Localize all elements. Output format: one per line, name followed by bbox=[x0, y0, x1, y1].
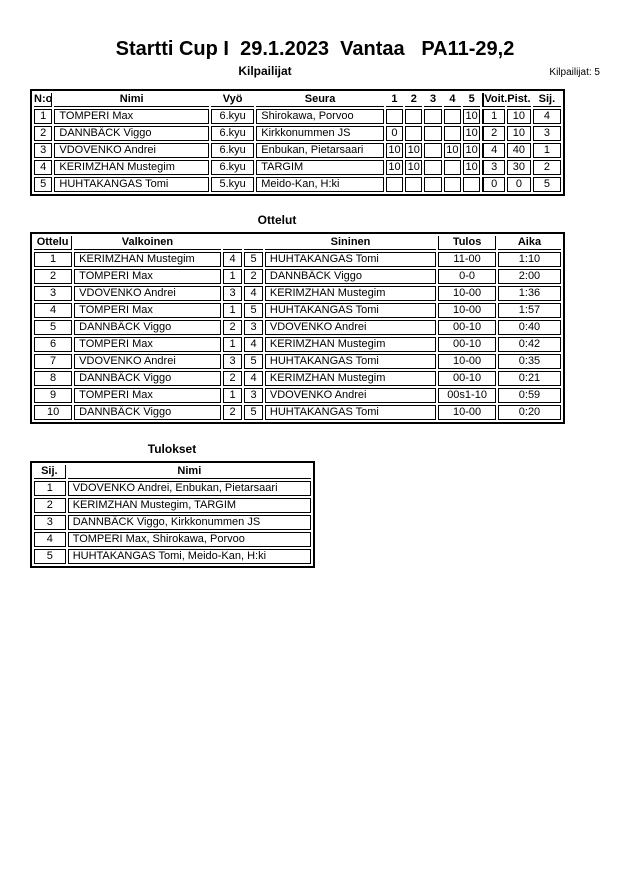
cell-sij: 2 bbox=[533, 160, 561, 175]
table-row bbox=[34, 269, 561, 284]
col-header-white-number bbox=[223, 236, 243, 250]
cell-sij: 3 bbox=[34, 515, 66, 530]
cell-aika: 0:42 bbox=[498, 337, 561, 352]
cell-r3 bbox=[424, 109, 441, 124]
table-row bbox=[34, 286, 561, 301]
cell-pist: 0 bbox=[507, 177, 531, 192]
cell-vyo: 6.kyu bbox=[211, 143, 254, 158]
cell-r5 bbox=[463, 177, 480, 192]
cell-r4 bbox=[444, 177, 461, 192]
cell-nimi: TOMPERI Max, Shirokawa, Porvoo bbox=[68, 532, 311, 547]
col-header-nimi: Nimi bbox=[54, 93, 209, 107]
cell-aika: 0:20 bbox=[498, 405, 561, 420]
results-header-row bbox=[34, 465, 311, 479]
col-header-sij: Sij. bbox=[34, 465, 66, 479]
cell-sininen: HUHTAKANGAS Tomi bbox=[265, 405, 436, 420]
cell-blue-number: 5 bbox=[244, 252, 263, 267]
table-row bbox=[34, 515, 311, 530]
cell-r4 bbox=[444, 126, 461, 141]
cell-nimi: DANNBÄCK Viggo bbox=[54, 126, 209, 141]
table-row bbox=[34, 405, 561, 420]
cell-voit: 2 bbox=[482, 126, 505, 141]
cell-sininen: HUHTAKANGAS Tomi bbox=[265, 354, 436, 369]
cell-ottelu: 4 bbox=[34, 303, 72, 318]
table-row bbox=[34, 498, 311, 513]
col-header-vyo: Vyö bbox=[211, 93, 254, 107]
cell-tulos: 10-00 bbox=[438, 405, 496, 420]
cell-ottelu: 7 bbox=[34, 354, 72, 369]
cell-ottelu: 6 bbox=[34, 337, 72, 352]
cell-aika: 1:36 bbox=[498, 286, 561, 301]
cell-r3 bbox=[424, 177, 441, 192]
cell-valkoinen: TOMPERI Max bbox=[74, 388, 221, 403]
cell-r1 bbox=[386, 177, 403, 192]
cell-vyo: 6.kyu bbox=[211, 109, 254, 124]
cell-voit: 0 bbox=[482, 177, 505, 192]
cell-r5: 10 bbox=[463, 160, 480, 175]
table-row bbox=[34, 160, 561, 175]
col-header-r2: 2 bbox=[405, 93, 422, 107]
table-row bbox=[34, 126, 561, 141]
cell-blue-number: 5 bbox=[244, 303, 263, 318]
cell-ottelu: 10 bbox=[34, 405, 72, 420]
cell-sininen: HUHTAKANGAS Tomi bbox=[265, 252, 436, 267]
cell-white-number: 3 bbox=[223, 286, 243, 301]
cell-nimi: KERIMZHAN Mustegim, TARGIM bbox=[68, 498, 311, 513]
cell-sij: 5 bbox=[533, 177, 561, 192]
cell-no: 1 bbox=[34, 109, 52, 124]
cell-aika: 0:40 bbox=[498, 320, 561, 335]
cell-r2 bbox=[405, 177, 422, 192]
cell-ottelu: 5 bbox=[34, 320, 72, 335]
cell-r2 bbox=[405, 109, 422, 124]
cell-valkoinen: DANNBÄCK Viggo bbox=[74, 320, 221, 335]
cell-sininen: VDOVENKO Andrei bbox=[265, 320, 436, 335]
col-header-sij: Sij. bbox=[533, 93, 561, 107]
competitor-count: Kilpailijat: 5 bbox=[549, 67, 600, 78]
cell-r5: 10 bbox=[463, 126, 480, 141]
table-row bbox=[34, 143, 561, 158]
cell-blue-number: 5 bbox=[244, 354, 263, 369]
col-header-voit: Voit. bbox=[484, 93, 508, 105]
cell-r5: 10 bbox=[463, 143, 480, 158]
cell-r3 bbox=[424, 126, 441, 141]
cell-tulos: 00-10 bbox=[438, 320, 496, 335]
cell-nimi: KERIMZHAN Mustegim bbox=[54, 160, 209, 175]
cell-sij: 5 bbox=[34, 549, 66, 564]
cell-tulos: 10-00 bbox=[438, 354, 496, 369]
cell-valkoinen: DANNBÄCK Viggo bbox=[74, 371, 221, 386]
cell-pist: 10 bbox=[507, 126, 531, 141]
cell-voit: 1 bbox=[482, 109, 505, 124]
cell-vyo: 6.kyu bbox=[211, 126, 254, 141]
cell-r4 bbox=[444, 109, 461, 124]
cell-white-number: 4 bbox=[223, 252, 243, 267]
cell-ottelu: 3 bbox=[34, 286, 72, 301]
col-header-r1: 1 bbox=[386, 93, 403, 107]
cell-r4: 10 bbox=[444, 143, 461, 158]
cell-aika: 0:21 bbox=[498, 371, 561, 386]
table-row bbox=[34, 532, 311, 547]
cell-tulos: 00-10 bbox=[438, 371, 496, 386]
matches-header-row bbox=[34, 236, 561, 250]
cell-sininen: KERIMZHAN Mustegim bbox=[265, 286, 436, 301]
cell-valkoinen: TOMPERI Max bbox=[74, 337, 221, 352]
cell-r2 bbox=[405, 126, 422, 141]
cell-tulos: 11-00 bbox=[438, 252, 496, 267]
section-title-tulokset: Tulokset bbox=[147, 442, 197, 456]
cell-tulos: 10-00 bbox=[438, 286, 496, 301]
col-header-blue-number bbox=[244, 236, 263, 250]
cell-no: 4 bbox=[34, 160, 52, 175]
cell-white-number: 1 bbox=[223, 269, 243, 284]
cell-tulos: 0-0 bbox=[438, 269, 496, 284]
cell-voit: 4 bbox=[482, 143, 505, 158]
section-title-ottelut: Ottelut bbox=[257, 213, 297, 227]
col-header-seura: Seura bbox=[256, 93, 384, 107]
cell-white-number: 1 bbox=[223, 337, 243, 352]
table-row bbox=[34, 303, 561, 318]
cell-voit: 3 bbox=[482, 160, 505, 175]
cell-r2: 10 bbox=[405, 160, 422, 175]
cell-r2: 10 bbox=[405, 143, 422, 158]
cell-seura: Enbukan, Pietarsaari bbox=[256, 143, 384, 158]
cell-white-number: 1 bbox=[223, 303, 243, 318]
table-row bbox=[34, 252, 561, 267]
results-table bbox=[30, 461, 315, 568]
cell-blue-number: 3 bbox=[244, 320, 263, 335]
col-header-ottelu: Ottelu bbox=[34, 236, 72, 250]
cell-white-number: 2 bbox=[223, 371, 243, 386]
cell-vyo: 6.kyu bbox=[211, 160, 254, 175]
cell-blue-number: 3 bbox=[244, 388, 263, 403]
cell-r3 bbox=[424, 143, 441, 158]
table-row bbox=[34, 371, 561, 386]
cell-tulos: 00s1-10 bbox=[438, 388, 496, 403]
table-row bbox=[34, 549, 311, 564]
cell-ottelu: 8 bbox=[34, 371, 72, 386]
cell-white-number: 2 bbox=[223, 320, 243, 335]
col-header-r4: 4 bbox=[444, 93, 461, 107]
cell-sij: 4 bbox=[533, 109, 561, 124]
cell-white-number: 3 bbox=[223, 354, 243, 369]
cell-seura: TARGIM bbox=[256, 160, 384, 175]
table-row bbox=[34, 337, 561, 352]
cell-ottelu: 2 bbox=[34, 269, 72, 284]
cell-valkoinen: KERIMZHAN Mustegim bbox=[74, 252, 221, 267]
cell-r3 bbox=[424, 160, 441, 175]
cell-nimi: HUHTAKANGAS Tomi bbox=[54, 177, 209, 192]
cell-no: 3 bbox=[34, 143, 52, 158]
cell-no: 5 bbox=[34, 177, 52, 192]
cell-aika: 0:35 bbox=[498, 354, 561, 369]
cell-vyo: 5.kyu bbox=[211, 177, 254, 192]
cell-sininen: KERIMZHAN Mustegim bbox=[265, 371, 436, 386]
cell-aika: 2:00 bbox=[498, 269, 561, 284]
cell-aika: 1:10 bbox=[498, 252, 561, 267]
cell-pist: 30 bbox=[507, 160, 531, 175]
cell-valkoinen: TOMPERI Max bbox=[74, 269, 221, 284]
cell-tulos: 00-10 bbox=[438, 337, 496, 352]
col-header-tulos: Tulos bbox=[438, 236, 496, 250]
col-header-r5: 5 bbox=[463, 93, 480, 107]
cell-pist: 10 bbox=[507, 109, 531, 124]
cell-r1: 10 bbox=[386, 160, 403, 175]
cell-blue-number: 2 bbox=[244, 269, 263, 284]
col-header-r3: 3 bbox=[424, 93, 441, 107]
matches-table bbox=[30, 232, 565, 424]
cell-r1: 0 bbox=[386, 126, 403, 141]
cell-seura: Meido-Kan, H:ki bbox=[256, 177, 384, 192]
cell-seura: Kirkkonummen JS bbox=[256, 126, 384, 141]
cell-nimi: VDOVENKO Andrei, Enbukan, Pietarsaari bbox=[68, 481, 311, 496]
table-row bbox=[34, 320, 561, 335]
page-title: Startti Cup I 29.1.2023 Vantaa PA11-29,2 bbox=[115, 38, 515, 60]
cell-blue-number: 4 bbox=[244, 337, 263, 352]
cell-valkoinen: DANNBÄCK Viggo bbox=[74, 405, 221, 420]
cell-blue-number: 4 bbox=[244, 371, 263, 386]
cell-valkoinen: TOMPERI Max bbox=[74, 303, 221, 318]
cell-sininen: HUHTAKANGAS Tomi bbox=[265, 303, 436, 318]
cell-r1: 10 bbox=[386, 143, 403, 158]
cell-sininen: KERIMZHAN Mustegim bbox=[265, 337, 436, 352]
cell-aika: 1:57 bbox=[498, 303, 561, 318]
competitors-table bbox=[30, 89, 565, 196]
cell-blue-number: 5 bbox=[244, 405, 263, 420]
cell-sij: 3 bbox=[533, 126, 561, 141]
table-row bbox=[34, 177, 561, 192]
section-title-kilpailijat: Kilpailijat bbox=[238, 64, 292, 78]
cell-seura: Shirokawa, Porvoo bbox=[256, 109, 384, 124]
cell-sininen: VDOVENKO Andrei bbox=[265, 388, 436, 403]
cell-nimi: DANNBÄCK Viggo, Kirkkonummen JS bbox=[68, 515, 311, 530]
cell-ottelu: 1 bbox=[34, 252, 72, 267]
cell-nimi: HUHTAKANGAS Tomi, Meido-Kan, H:ki bbox=[68, 549, 311, 564]
col-header-valkoinen: Valkoinen bbox=[74, 236, 221, 250]
competitors-header-row bbox=[34, 93, 561, 107]
cell-valkoinen: VDOVENKO Andrei bbox=[74, 354, 221, 369]
cell-r4 bbox=[444, 160, 461, 175]
cell-ottelu: 9 bbox=[34, 388, 72, 403]
cell-white-number: 1 bbox=[223, 388, 243, 403]
cell-no: 2 bbox=[34, 126, 52, 141]
table-row bbox=[34, 481, 311, 496]
cell-sij: 4 bbox=[34, 532, 66, 547]
col-header-pist: Pist. bbox=[507, 93, 531, 105]
col-header-sininen: Sininen bbox=[265, 236, 436, 250]
cell-sij: 1 bbox=[533, 143, 561, 158]
cell-sij: 1 bbox=[34, 481, 66, 496]
cell-tulos: 10-00 bbox=[438, 303, 496, 318]
col-header-aika: Aika bbox=[498, 236, 561, 250]
col-header-nimi: Nimi bbox=[68, 465, 311, 479]
cell-white-number: 2 bbox=[223, 405, 243, 420]
cell-nimi: TOMPERI Max bbox=[54, 109, 209, 124]
table-row bbox=[34, 388, 561, 403]
col-header-no: N:o bbox=[34, 93, 53, 105]
cell-r1 bbox=[386, 109, 403, 124]
table-row bbox=[34, 109, 561, 124]
cell-nimi: VDOVENKO Andrei bbox=[54, 143, 209, 158]
cell-r5: 10 bbox=[463, 109, 480, 124]
table-row bbox=[34, 354, 561, 369]
cell-sij: 2 bbox=[34, 498, 66, 513]
cell-pist: 40 bbox=[507, 143, 531, 158]
cell-valkoinen: VDOVENKO Andrei bbox=[74, 286, 221, 301]
cell-aika: 0:59 bbox=[498, 388, 561, 403]
cell-sininen: DANNBÄCK Viggo bbox=[265, 269, 436, 284]
cell-blue-number: 4 bbox=[244, 286, 263, 301]
